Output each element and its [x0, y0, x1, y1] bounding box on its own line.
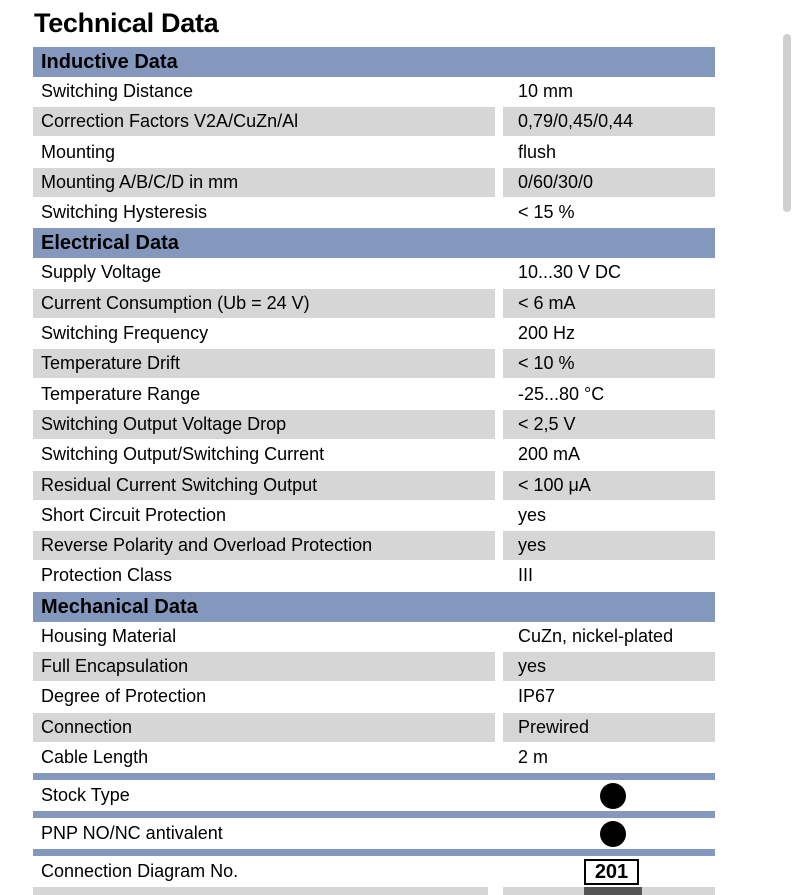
- table-row: [33, 501, 715, 531]
- table-row: [33, 319, 715, 349]
- row-value: < 100 μA: [503, 471, 715, 500]
- table-row: [33, 77, 715, 107]
- row-value: CuZn, nickel-plated: [518, 625, 674, 646]
- row-label: Connection: [33, 713, 495, 742]
- page-title: Technical Data: [34, 8, 219, 38]
- section-inductive-data: Inductive Data: [33, 47, 715, 77]
- row-label: Temperature Drift: [33, 349, 495, 378]
- row-label: Switching Frequency: [41, 323, 209, 344]
- row-value: 10 mm: [518, 81, 574, 101]
- row-label: Protection Class: [41, 565, 173, 586]
- row-label: Cable Length: [41, 746, 149, 767]
- row-label: Reverse Polarity and Overload Protection: [33, 531, 495, 560]
- stock-type-label: Stock Type: [41, 785, 130, 806]
- row-label: Short Circuit Protection: [41, 504, 227, 525]
- table-row: [33, 652, 715, 682]
- connection-diagram-label: Connection Diagram No.: [41, 861, 239, 882]
- filled-dot-icon: [600, 783, 626, 809]
- section-electrical-data: Electrical Data: [33, 228, 715, 258]
- table-row: [33, 410, 715, 440]
- table-row: [33, 289, 715, 319]
- table-row: [33, 713, 715, 743]
- row-value: -25...80 °C: [518, 383, 605, 404]
- table-row: [33, 561, 715, 591]
- row-label: Current Consumption (Ub = 24 V): [33, 289, 495, 318]
- section-mechanical-data: Mechanical Data: [33, 592, 715, 622]
- row-value: IP67: [518, 686, 556, 707]
- row-label: Switching Hysteresis: [41, 202, 208, 223]
- vertical-scrollbar[interactable]: [783, 34, 791, 212]
- output-type-row: [33, 818, 715, 849]
- row-value: 10...30 V DC: [518, 262, 622, 283]
- row-label: Switching Output Voltage Drop: [33, 410, 495, 439]
- stock-type-row: [33, 780, 715, 811]
- row-value: flush: [518, 141, 557, 162]
- row-label: Switching Distance: [41, 81, 194, 101]
- table-row: [33, 887, 715, 895]
- table-row: [33, 380, 715, 410]
- row-value: 200 mA: [518, 444, 581, 465]
- table-row: [33, 107, 715, 137]
- row-label: Switching Output/Switching Current: [41, 444, 325, 465]
- table-row: [33, 471, 715, 501]
- table-row: [33, 198, 715, 228]
- technical-data-sheet: [33, 47, 715, 895]
- section-divider: [33, 811, 715, 818]
- section-divider: [33, 849, 715, 856]
- filled-dot-icon: [600, 821, 626, 847]
- table-row: [33, 258, 715, 288]
- connection-diagram-number: 201: [584, 859, 639, 885]
- row-label: Residual Current Switching Output: [33, 471, 495, 500]
- row-label: Mounting A/B/C/D in mm: [33, 168, 495, 197]
- output-type-label: PNP NO/NC antivalent: [41, 823, 223, 844]
- row-label: Supply Voltage: [41, 262, 162, 283]
- row-value: < 2,5 V: [503, 410, 715, 439]
- connection-diagram-row: [33, 856, 715, 887]
- row-value: 2 m: [518, 746, 549, 767]
- row-value: III: [518, 565, 534, 586]
- table-row: [33, 168, 715, 198]
- table-row: [33, 531, 715, 561]
- row-label: Housing Material: [41, 625, 177, 646]
- row-value: yes: [503, 652, 715, 681]
- row-value: < 10 %: [503, 349, 715, 378]
- table-row: [33, 138, 715, 168]
- section-divider: [33, 773, 715, 780]
- row-label: Degree of Protection: [41, 686, 207, 707]
- row-value: yes: [503, 531, 715, 560]
- table-row: [33, 682, 715, 712]
- row-value: 0/60/30/0: [503, 168, 715, 197]
- row-value: < 6 mA: [503, 289, 715, 318]
- row-label: Mounting: [41, 141, 116, 162]
- row-value: 200 Hz: [518, 323, 576, 344]
- table-row: [33, 622, 715, 652]
- row-value: yes: [518, 504, 547, 525]
- row-value: Prewired: [503, 713, 715, 742]
- table-row: [33, 440, 715, 470]
- row-label: Full Encapsulation: [33, 652, 495, 681]
- row-value: < 15 %: [518, 202, 575, 223]
- table-row: [33, 349, 715, 379]
- row-value: 0,79/0,45/0,44: [503, 107, 715, 136]
- row-label: Temperature Range: [41, 383, 201, 404]
- table-row: [33, 743, 715, 773]
- row-label: Correction Factors V2A/CuZn/Al: [33, 107, 495, 136]
